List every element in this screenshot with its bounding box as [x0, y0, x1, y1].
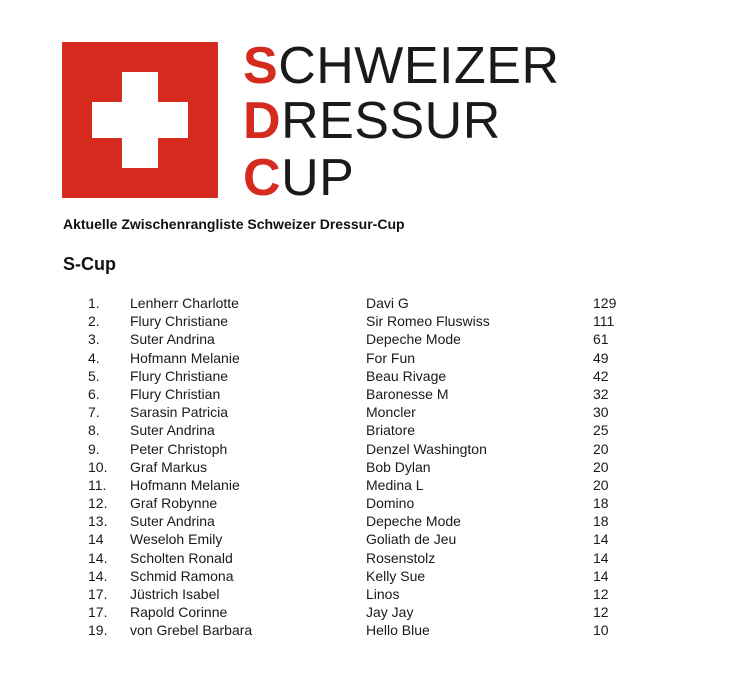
points-cell: 42 [593, 367, 609, 384]
rank-cell: 5. [88, 367, 100, 384]
rider-name: Scholten Ronald [130, 549, 233, 566]
rank-cell: 12. [88, 495, 108, 512]
ranking-row [0, 404, 743, 422]
ranking-row [0, 531, 743, 549]
points-cell: 14 [593, 549, 609, 566]
points-cell: 20 [593, 440, 609, 457]
ranking-row [0, 331, 743, 349]
horse-name: Rosenstolz [366, 549, 436, 566]
rider-name: Flury Christian [130, 385, 221, 402]
points-cell: 129 [593, 295, 617, 311]
rider-name: Hofmann Melanie [130, 349, 240, 366]
rider-name: Graf Robynne [130, 495, 218, 512]
rider-name: Flury Christiane [130, 313, 229, 330]
horse-name: Beau Rivage [366, 367, 447, 384]
rank-cell: 14. [88, 567, 108, 584]
ranking-list [0, 295, 743, 641]
horse-name: Davi G [366, 295, 409, 311]
horse-name: Bob Dylan [366, 458, 431, 475]
rank-cell: 10. [88, 458, 108, 475]
rider-name: Flury Christiane [130, 367, 229, 384]
rank-cell: 19. [88, 622, 108, 639]
rank-cell: 2. [88, 313, 100, 330]
rank-cell: 4. [88, 349, 100, 366]
rider-name: Graf Markus [130, 458, 208, 475]
rider-name: Suter Andrina [130, 422, 215, 439]
ranking-row [0, 568, 743, 586]
ranking-row [0, 422, 743, 440]
points-cell: 32 [593, 385, 609, 402]
horse-name: Depeche Mode [366, 513, 461, 530]
rank-cell: 13. [88, 513, 108, 530]
horse-name: Kelly Sue [366, 567, 426, 584]
rider-name: Rapold Corinne [130, 604, 228, 621]
logo-initial: C [243, 149, 282, 207]
rider-name: Peter Christoph [130, 440, 228, 457]
ranking-row [0, 441, 743, 459]
rider-name: Weseloh Emily [130, 531, 223, 548]
logo-word-rest: RESSUR [281, 92, 501, 150]
ranking-row [0, 386, 743, 404]
rank-cell: 9. [88, 440, 100, 457]
horse-name: Linos [366, 586, 400, 602]
points-cell: 20 [593, 476, 609, 493]
points-cell: 14 [593, 567, 609, 584]
page-subtitle: Aktuelle Zwischenrangliste Schweizer Dressur-Cup [63, 216, 405, 232]
rank-cell: 14 [88, 531, 104, 548]
rank-cell: 14. [88, 549, 108, 566]
swiss-flag-logo [62, 42, 218, 198]
horse-name: Denzel Washington [366, 440, 487, 457]
ranking-row [0, 477, 743, 495]
horse-name: Sir Romeo Fluswiss [366, 313, 490, 330]
points-cell: 61 [593, 331, 609, 348]
points-cell: 18 [593, 495, 609, 512]
logo-line-cup [243, 150, 354, 206]
rider-name: Suter Andrina [130, 513, 215, 530]
rider-name: von Grebel Barbara [130, 622, 253, 639]
logo-word-rest: CHWEIZER [278, 37, 560, 95]
rider-name: Suter Andrina [130, 331, 215, 348]
points-cell: 14 [593, 531, 609, 548]
ranking-row [0, 350, 743, 368]
logo-initial: D [243, 92, 282, 150]
ranking-row [0, 604, 743, 622]
ranking-row [0, 295, 743, 313]
horse-name: Depeche Mode [366, 331, 461, 348]
rider-name: Jüstrich Isabel [130, 586, 220, 602]
horse-name: Briatore [366, 422, 416, 439]
rider-name: Hofmann Melanie [130, 476, 240, 493]
rank-cell: 3. [88, 331, 100, 348]
rank-cell: 8. [88, 422, 100, 439]
points-cell: 18 [593, 513, 609, 530]
ranking-row [0, 586, 743, 604]
section-title: S-Cup [63, 254, 116, 274]
horse-name: Jay Jay [366, 604, 414, 621]
ranking-row [0, 622, 743, 640]
ranking-row [0, 495, 743, 513]
horse-name: For Fun [366, 349, 416, 366]
rider-name: Lenherr Charlotte [130, 295, 239, 311]
horse-name: Moncler [366, 404, 416, 421]
rank-cell: 7. [88, 404, 100, 421]
logo-word-rest: UP [281, 149, 355, 207]
points-cell: 12 [593, 604, 609, 621]
rider-name: Schmid Ramona [130, 567, 234, 584]
logo-initial: S [243, 37, 279, 95]
ranking-row [0, 513, 743, 531]
horse-name: Baronesse M [366, 385, 449, 402]
swiss-cross-horizontal [92, 102, 188, 138]
logo-line-dressur [243, 93, 501, 149]
logo-line-schweizer [243, 38, 560, 94]
horse-name: Medina L [366, 476, 424, 493]
horse-name: Domino [366, 495, 415, 512]
ranking-row [0, 459, 743, 477]
points-cell: 12 [593, 586, 609, 602]
horse-name: Hello Blue [366, 622, 430, 639]
points-cell: 49 [593, 349, 609, 366]
rank-cell: 1. [88, 295, 100, 311]
rank-cell: 17. [88, 586, 108, 602]
ranking-row [0, 313, 743, 331]
points-cell: 30 [593, 404, 609, 421]
horse-name: Goliath de Jeu [366, 531, 457, 548]
ranking-row [0, 368, 743, 386]
rider-name: Sarasin Patricia [130, 404, 229, 421]
ranking-row [0, 550, 743, 568]
points-cell: 25 [593, 422, 609, 439]
rank-cell: 17. [88, 604, 108, 621]
points-cell: 111 [593, 313, 615, 330]
points-cell: 20 [593, 458, 609, 475]
rank-cell: 11. [88, 476, 107, 493]
points-cell: 10 [593, 622, 609, 639]
rank-cell: 6. [88, 385, 100, 402]
